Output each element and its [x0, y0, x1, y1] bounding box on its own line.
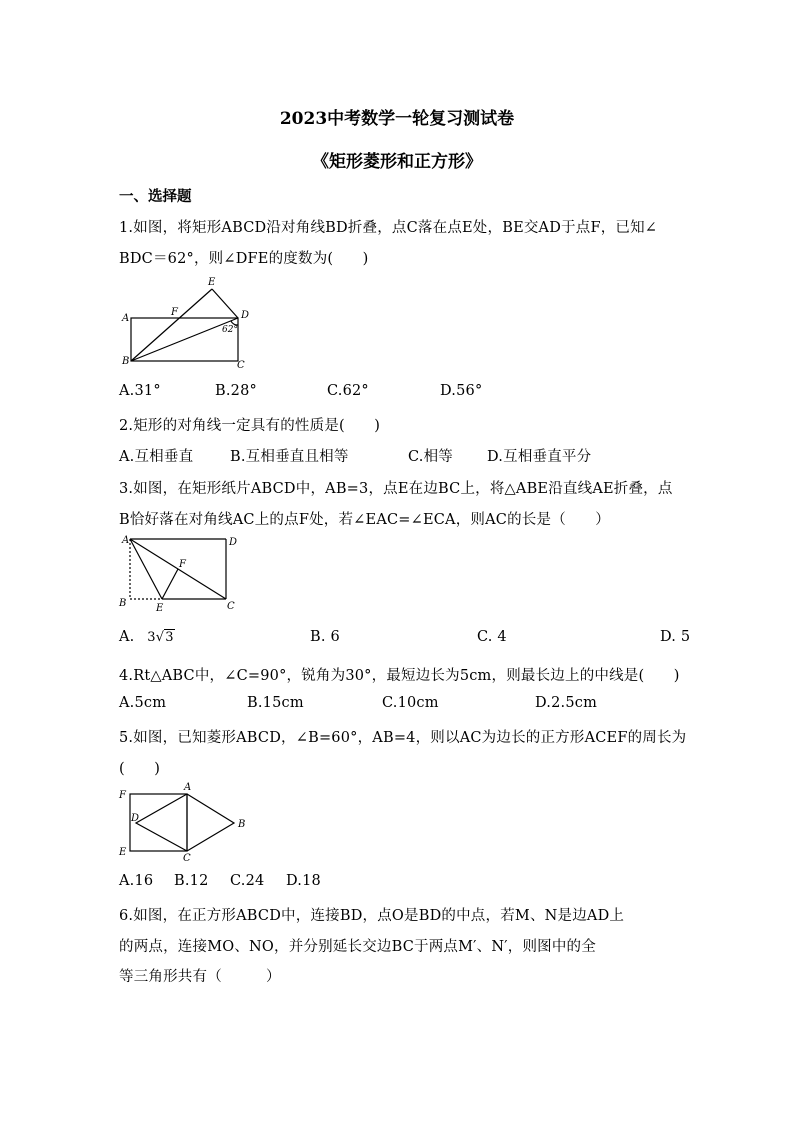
- q5-option-b: B.12: [174, 873, 209, 889]
- q4-option-b: B.15cm: [247, 695, 304, 711]
- radical-sign-icon: √: [155, 630, 165, 645]
- q2-option-a: A.互相垂直: [119, 449, 194, 465]
- q2-option-d: D.互相垂直平分: [487, 449, 592, 465]
- q1-option-d: D.56°: [440, 383, 483, 399]
- q4-option-d: D.2.5cm: [535, 695, 598, 711]
- q3-line-ef: [162, 569, 178, 599]
- q2-line1: 2.矩形的对角线一定具有的性质是( ): [119, 418, 381, 434]
- q4-line1: 4.Rt△ABC中，∠C=90°，锐角为30°，最短边长为5cm，则最长边上的中线是( ): [119, 668, 680, 684]
- q5-label-f: F: [119, 790, 126, 801]
- page-subtitle: 《矩形菱形和正方形》: [312, 152, 482, 172]
- q5-label-b: B: [238, 819, 246, 830]
- q1-label-f: F: [171, 307, 178, 318]
- q1-option-c: C.62°: [327, 383, 369, 399]
- q5-line1: 5.如图，已知菱形ABCD，∠B=60°，AB=4，则以AC为边长的正方形ACEF的周长为: [119, 730, 687, 746]
- q1-figure: [118, 274, 258, 370]
- q1-line2: BDC＝62°，则∠DFE的度数为( ): [119, 251, 369, 267]
- q3-label-a: A: [122, 535, 130, 546]
- q6-line3: 等三角形共有（ ）: [119, 969, 281, 985]
- q5-label-a: A: [184, 782, 192, 793]
- q1-line-be: [131, 289, 212, 361]
- q5-figure: [116, 780, 256, 866]
- q1-label-b: B: [122, 356, 130, 367]
- q1-option-b: B.28°: [215, 383, 257, 399]
- q3-option-a-radicand: 3: [165, 630, 174, 645]
- q3-label-c: C: [227, 601, 235, 612]
- q3-option-a-coef: 3: [147, 630, 156, 645]
- q5-line2: ( ): [119, 761, 161, 777]
- q1-label-c: C: [237, 360, 245, 370]
- q3-label-f: F: [179, 559, 186, 570]
- q3-option-a-letter: A.: [119, 629, 135, 645]
- q3-line2: B恰好落在对角线AC上的点F处，若∠EAC=∠ECA，则AC的长是（ ）: [119, 512, 610, 528]
- q4-option-c: C.10cm: [382, 695, 439, 711]
- q3-option-c: C. 4: [477, 629, 507, 645]
- q5-option-d: D.18: [286, 873, 321, 889]
- q3-label-d: D: [229, 537, 238, 548]
- q3-line-ae: [130, 539, 162, 599]
- q3-option-b: B. 6: [310, 629, 340, 645]
- q1-line-ed: [212, 289, 238, 318]
- q6-line2: 的两点，连接MO、NO，并分别延长交边BC于两点M′、N′，则图中的全: [119, 939, 596, 955]
- q3-option-d: D. 5: [660, 629, 691, 645]
- q2-option-c: C.相等: [408, 449, 453, 465]
- q3-option-a: [119, 629, 175, 645]
- q5-label-e: E: [119, 847, 127, 858]
- q1-label-d: D: [241, 310, 250, 321]
- section-title: 一、选择题: [119, 188, 192, 205]
- q5-option-c: C.24: [230, 873, 265, 889]
- q6-line1: 6.如图，在正方形ABCD中，连接BD，点O是BD的中点，若M、N是边AD上: [119, 908, 625, 924]
- q5-side-ab-bc: [187, 794, 234, 851]
- q1-line1: 1.如图，将矩形ABCD沿对角线BD折叠，点C落在点E处，BE交AD于点F，已知∠: [119, 220, 658, 236]
- q5-label-d: D: [131, 813, 140, 824]
- q2-option-b: B.互相垂直且相等: [230, 449, 349, 465]
- q4-option-a: A.5cm: [119, 695, 167, 711]
- q1-label-e: E: [208, 277, 216, 288]
- q5-option-a: A.16: [119, 873, 154, 889]
- q5-label-c: C: [183, 853, 191, 864]
- q1-angle-label: 62°: [222, 325, 238, 335]
- page-title: 2023中考数学一轮复习测试卷: [279, 109, 515, 129]
- q3-label-b: B: [119, 598, 127, 609]
- q1-label-a: A: [122, 313, 130, 324]
- q3-line1: 3.如图，在矩形纸片ABCD中，AB=3，点E在边BC上，将△ABE沿直线AE折叠，点: [119, 481, 673, 497]
- q3-figure: [116, 533, 246, 615]
- q5-side-ad-dc: [136, 794, 187, 851]
- q1-option-a: A.31°: [119, 383, 161, 399]
- q3-label-e: E: [156, 603, 164, 614]
